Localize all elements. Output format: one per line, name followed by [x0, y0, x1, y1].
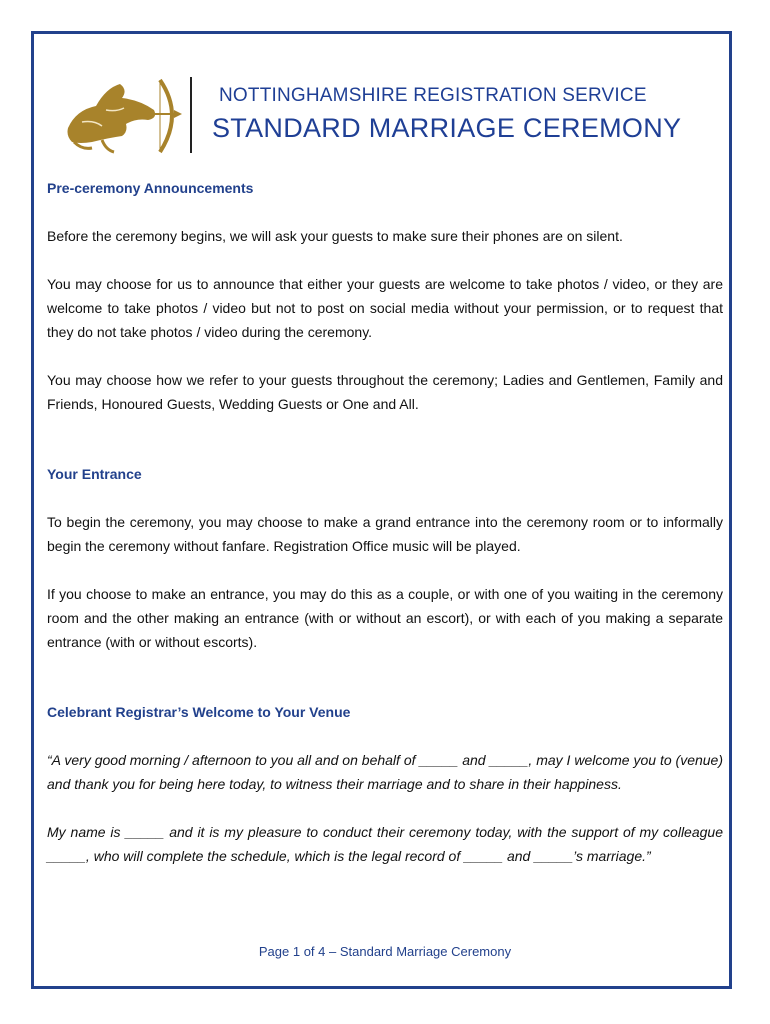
- section-heading-entrance: Your Entrance: [47, 466, 142, 482]
- page-footer: Page 1 of 4 – Standard Marriage Ceremony: [258, 944, 512, 959]
- paragraph-welcome-speech: “A very good morning / afternoon to you all and on behalf of _____ and _____, may I welcome you to (venue) and thank you for being here today, to witness their marriage and to share in their happiness.: [47, 752, 723, 792]
- section-heading-pre-ceremony: Pre-ceremony Announcements: [47, 180, 254, 196]
- paragraph-entrance-options: If you choose to make an entrance, you may do this as a couple, or with one of you waiting in the ceremony room and the other making an entrance (with or without an escort), or with each of you making a separate entrance (with or without escorts).: [47, 586, 723, 650]
- paragraph-begin-ceremony: To begin the ceremony, you may choose to make a grand entrance into the ceremony room or to informally begin the ceremony without fanfare. Registration Office music will be played.: [47, 514, 723, 554]
- section-heading-welcome: Celebrant Registrar’s Welcome to Your Venue: [47, 704, 351, 720]
- document-title: STANDARD MARRIAGE CEREMONY: [212, 113, 682, 143]
- paragraph-photos-video: You may choose for us to announce that either your guests are welcome to take photos / video, or they are welcome to take photos / video but not to post on social media without your permission, or to request that they do not take photos / video during the ceremony.: [47, 276, 723, 340]
- archer-centaur-logo-icon: [62, 70, 182, 160]
- paragraph-phones-silent: Before the ceremony begins, we will ask your guests to make sure their phones are on silent.: [47, 228, 623, 244]
- paragraph-guest-reference: You may choose how we refer to your guests throughout the ceremony; Ladies and Gentlemen, Family and Friends, Honoured Guests, Wedding Guests or One and All.: [47, 372, 723, 412]
- paragraph-registrar-introduction: My name is _____ and it is my pleasure to conduct their ceremony today, with the support of my colleague _____, who will complete the schedule, which is the legal record of _____ and _____’s marriage.”: [47, 824, 723, 864]
- document-body: [47, 176, 723, 868]
- header-divider: [190, 77, 192, 153]
- organisation-name: NOTTINGHAMSHIRE REGISTRATION SERVICE: [219, 85, 647, 106]
